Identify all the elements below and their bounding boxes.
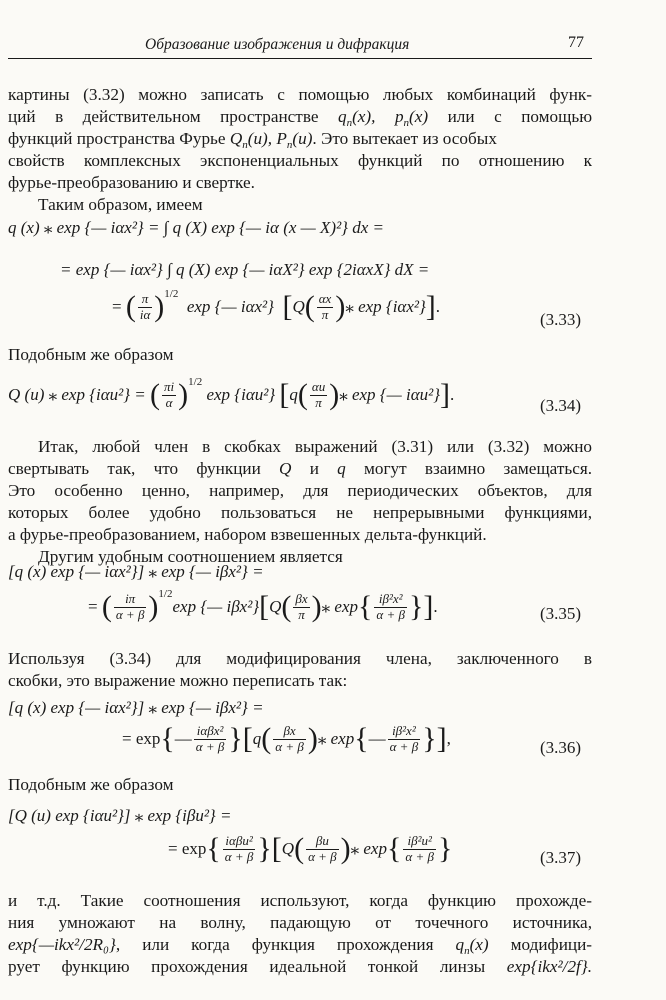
page-header [0,28,666,58]
equation-number: (3.33) [540,310,582,329]
text-line: Таким образом, имеем [38,195,203,214]
equation-number: (3.35) [540,604,582,623]
text-line: exp{—ikx²/2R₀}, или когда функция прохождения $q_n(x)$ модифици- [8,935,593,957]
running-title: Образование изображения и дифракция [145,36,410,53]
equation-3-34: Q (u) ⁎ exp {iαu²} = ( $\frac{\pi i}{\alpha}$ )$^{1/2}$ exp {iαu²} [q( $\frac{\alpha u}{\pi}$ )⁎ exp {— iαu²}]. [8,375,455,411]
equation-number: (3.36) [540,738,582,757]
text-fragment: . Это вытекает из особых [312,129,497,148]
text-line: Подобным же образом [8,775,174,794]
text-line [8,128,592,152]
text-line: Другим удобным соотношением является [38,547,343,566]
text-line: Используя (3.34) для модифицирования члена, заключенного в [8,649,592,668]
text-fragment: функций пространства Фурье [8,129,226,148]
equation-number: (3.37) [540,848,582,867]
equation-3-33-line-3: = ( $\frac{\pi}{i\alpha}$ )$^{1/2}$ exp {— iαx²} [Q( $\frac{\alpha x}{\pi}$ )⁎ exp {iαx²}]. [112,287,441,323]
header-rule [8,58,592,59]
text-line: свертывать так, что функции Q и q могут взаимно замещаться. [8,459,593,478]
equation-3-37-line-2: = exp{ $\frac{\text{iαβu²}}{\alpha + \beta}$ }[Q( $\frac{\beta u}{\alpha + \beta}$ )⁎ exp{ $\frac{\text{iβ²u²}}{\alpha + \beta}$ } [168,832,453,865]
text-line: которых более удобно пользоваться не непрерывными функциями, [8,503,592,522]
equation-3-33-line-2: = exp {— iαx²} ∫ q (X) exp {— iαX²} exp {2iαxX} dX = [60,260,430,279]
text-line: ния умножают на волну, падающую от точечного источника, [8,913,592,932]
equation-3-37-line-1: [Q (u) exp {iαu²}] ⁎ exp {iβu²} = [8,806,232,825]
text-line: и т.д. Такие соотношения используют, когда функцию прохожде- [8,891,592,910]
text-fragment: ций в действительном пространстве [8,107,319,126]
text-line: Это особенно ценно, например, для периодических объектов, для [8,481,592,500]
text-line: скобки, это выражение можно переписать так: [8,671,348,690]
math-inline: $Q_n(u)$, $P_n(u)$ [229,129,313,151]
equation-3-36-line-1: [q (x) exp {— iαx²}] ⁎ exp {— iβx²} = [8,698,264,717]
text-line: а фурье-преобразованием, набором взвешенных дельта-функций. [8,525,487,544]
text-fragment: или с помощью [447,107,593,126]
equation-3-35-line-2: = ( $\frac{i\pi}{\alpha + \beta}$ )$^{1/2}$exp {— iβx²}[Q( $\frac{\beta x}{\pi}$ )⁎ exp{ $\frac{\text{iβ²x²}}{\alpha + \beta}$ }]. [88,587,438,623]
text-line: рует функцию прохождения идеальной тонкой линзы exp{ikx²/2f}. [8,957,592,976]
page-number: 77 [568,34,584,51]
equation-3-36-line-2: = exp{— $\frac{\text{iαβx²}}{\alpha + \beta}$ }[q( $\frac{\beta x}{\alpha + \beta}$ )⁎ exp{— $\frac{\text{iβ²x²}}{\alpha + \beta}$ }], [122,722,451,755]
text-line: свойств комплексных экспоненциальных функций по отношению к [8,151,592,170]
text-line: картины (3.32) можно записать с помощью любых комбинаций функ- [8,85,592,104]
text-line: Итак, любой член в скобках выражений (3.31) или (3.32) можно [38,437,592,456]
equation-3-33-line-1: q (x) ⁎ exp {— iαx²} = ∫ q (X) exp {— iα (x — X)²} dx = [8,218,384,237]
text-line [8,106,592,130]
text-line: Подобным же образом [8,345,174,364]
equation-3-35-line-1: [q (x) exp {— iαx²}] ⁎ exp {— iβx²} = [8,562,264,581]
equation-number: (3.34) [540,396,582,415]
math-inline: $q_n(x)$, $p_n(x)$ [337,107,429,129]
text-line: фурье-преобразованию и свертке. [8,173,255,192]
